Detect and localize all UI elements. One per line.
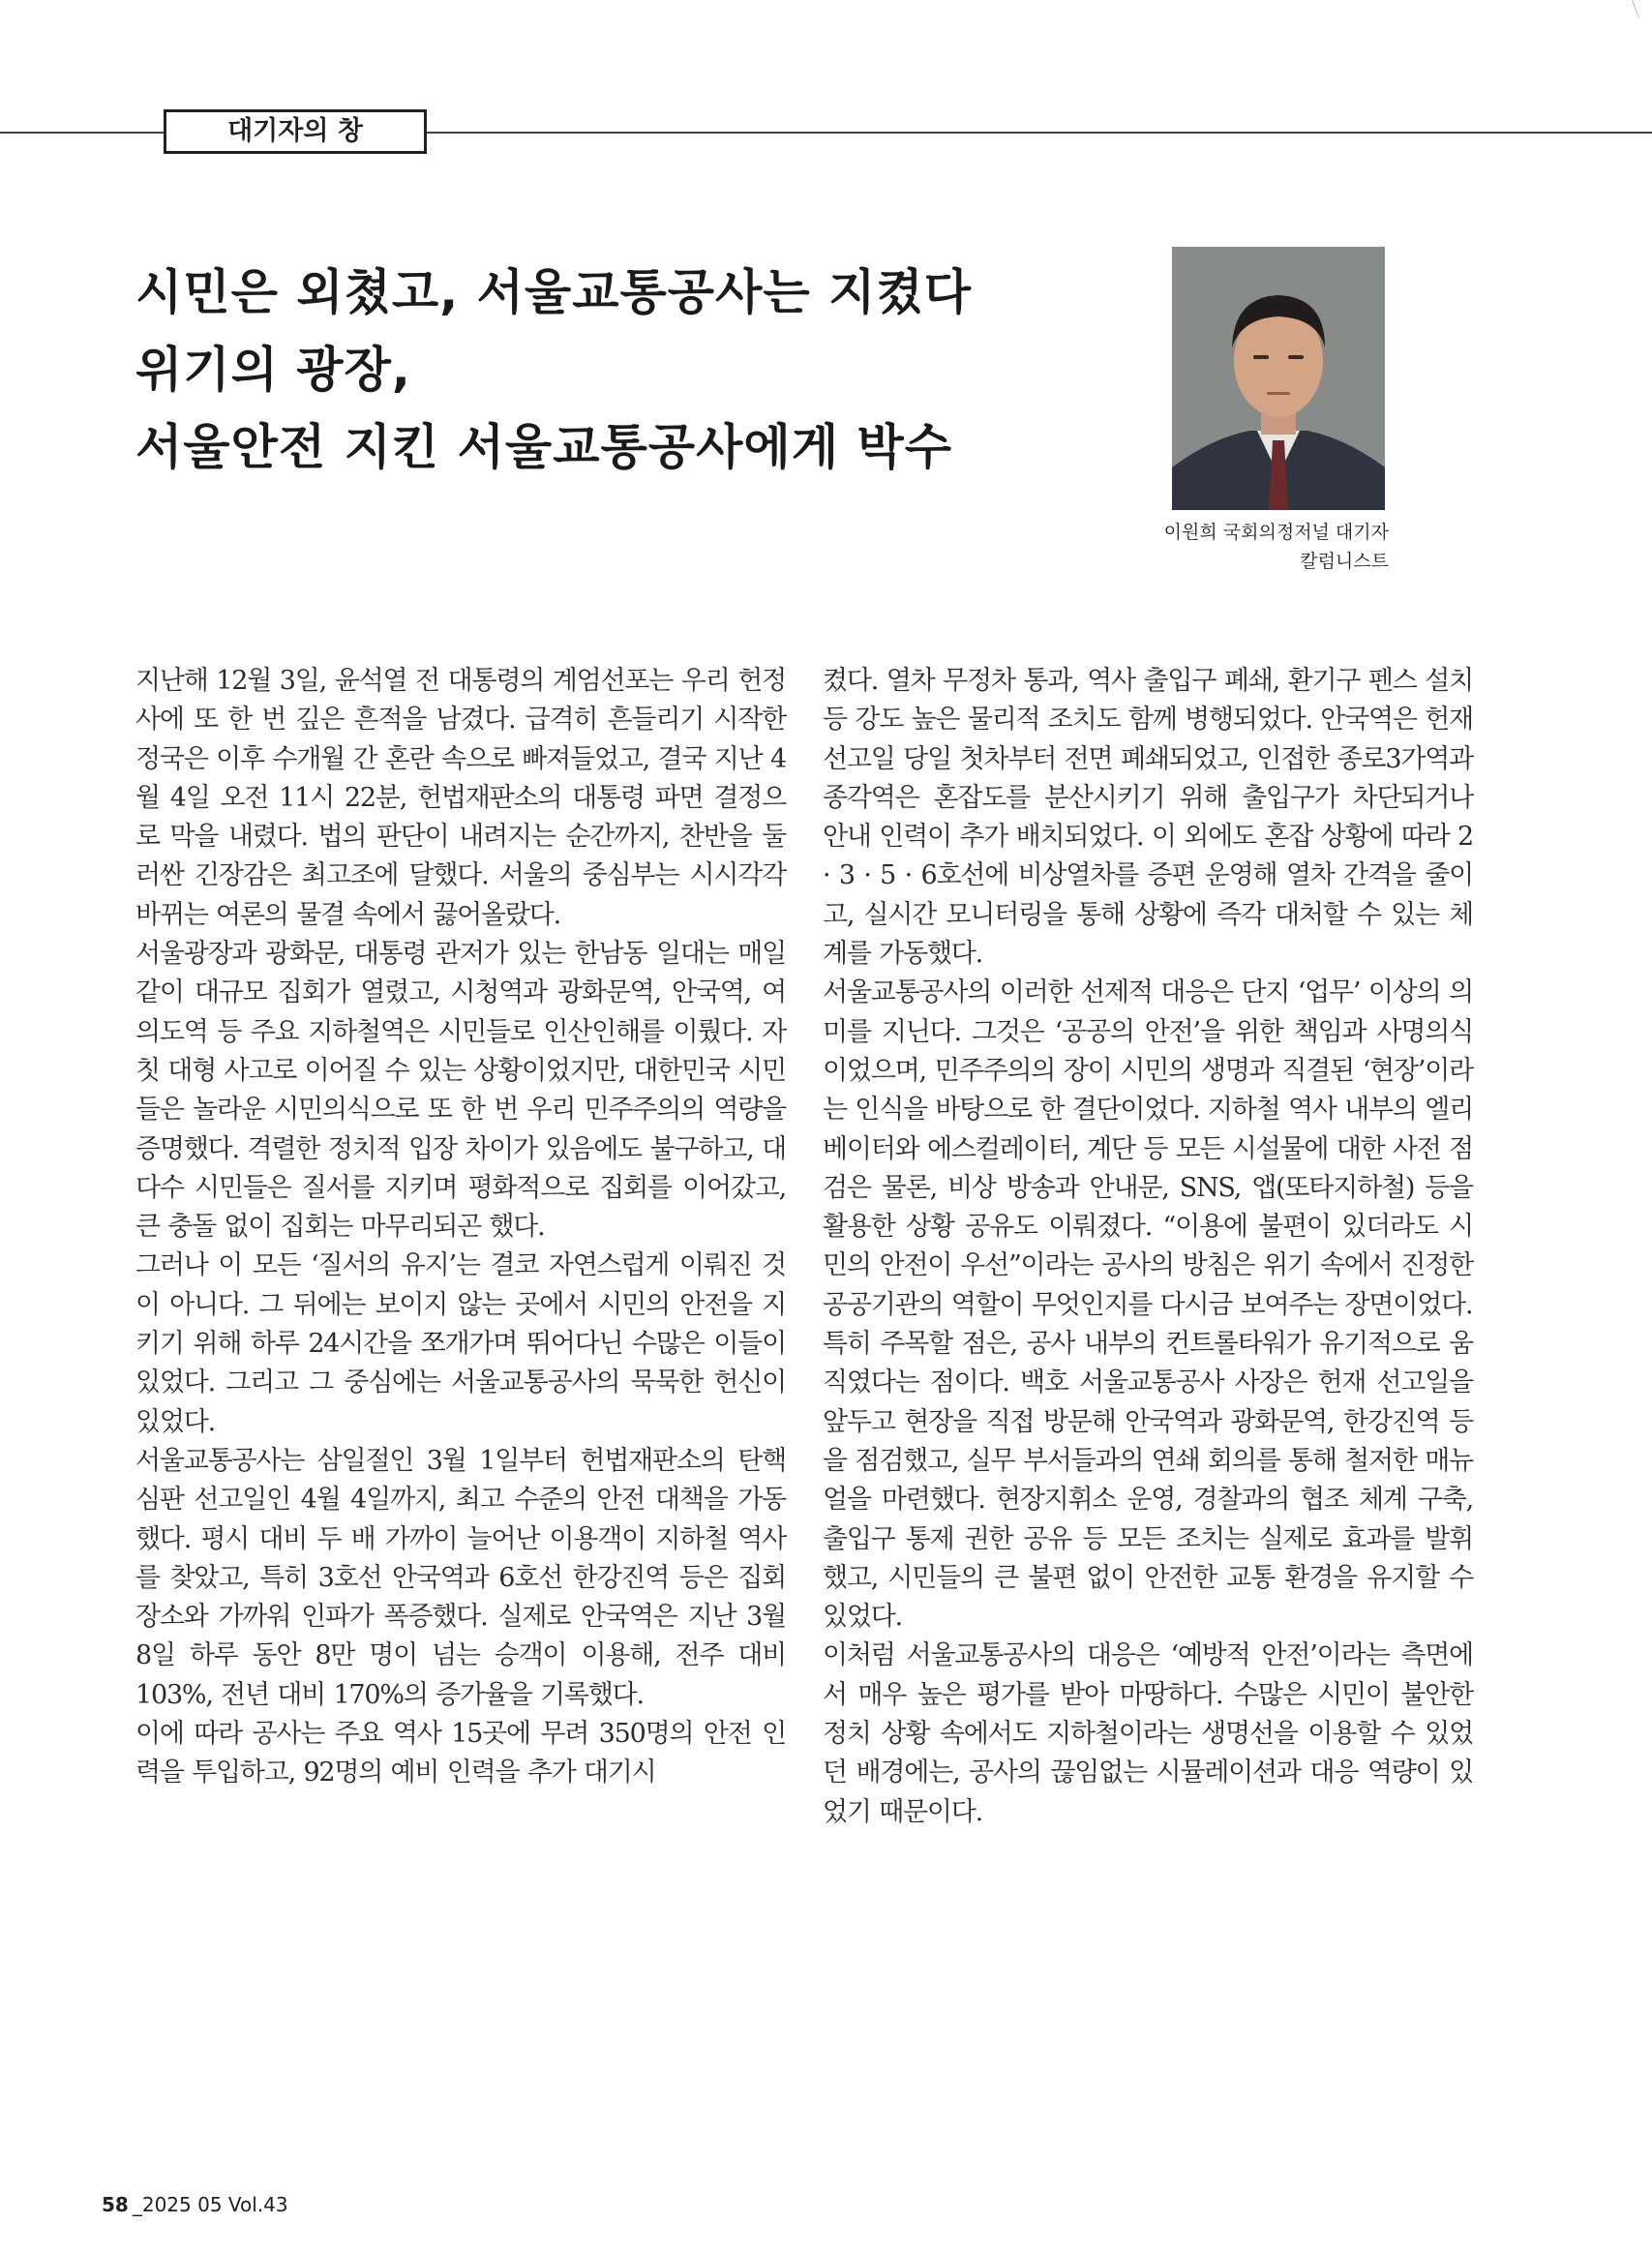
headline	[135, 254, 1113, 486]
headline-line: 위기의 광장,	[135, 342, 411, 398]
body-paragraph: 켰다. 열차 무정차 통과, 역사 출입구 폐쇄, 환기구 펜스 설치 등 강도 높은 물리적 조치도 함께 병행되었다. 안국역은 헌재 선고일 당일 첫차부터 전면 폐쇄되었고, 인접한 종로3가역과 종각역은 혼잡도를 분산시키기 위해 출입구가 차단되거나 안내 인력이 추가 배치되었다. 이 외에도 혼잡 상황에 따라 2 · 3 · 5 · 6호선에 비상열차를 증편 운영해 열차 간격을 줄이고, 실시간 모니터링을 통해 상황에 즉각 대처할 수 있는 체계를 가동했다.	[823, 666, 1473, 970]
body-paragraph: 지난해 12월 3일, 윤석열 전 대통령의 계엄선포는 우리 헌정사에 또 한 번 깊은 흔적을 남겼다. 급격히 흔들리기 시작한 정국은 이후 수개월 간 혼란 속으로 빠져들었고, 결국 지난 4월 4일 오전 11시 22분, 헌법재판소의 대통령 파면 결정으로 막을 내렸다. 법의 판단이 내려지는 순간까지, 찬반을 둘러싼 긴장감은 최고조에 달했다. 서울의 중심부는 시시각각 바뀌는 여론의 물결 속에서 끓어올랐다.	[135, 666, 786, 930]
body-paragraph: 이처럼 서울교통공사의 대응은 ‘예방적 안전’이라는 측면에서 매우 높은 평가를 받아 마땅하다. 수많은 시민이 불안한 정치 상황 속에서도 지하철이라는 생명선을 이용할 수 있었던 배경에는, 공사의 끊임없는 시뮬레이션과 대응 역량이 있었기 때문이다.	[823, 1640, 1473, 1827]
author-caption	[1094, 518, 1389, 576]
headline-line: 서울안전 지킨 서울교통공사에게 박수	[135, 419, 953, 475]
page-footer	[102, 2193, 288, 2216]
page-number: 58	[102, 2193, 129, 2216]
body-paragraph: 이에 따라 공사는 주요 역사 15곳에 무려 350명의 안전 인력을 투입하고, 92명의 예비 인력을 추가 대기시	[135, 1719, 786, 1788]
author-portrait-icon	[1172, 247, 1385, 510]
body-paragraph: 서울교통공사의 이러한 선제적 대응은 단지 ‘업무’ 이상의 의미를 지닌다. 그것은 ‘공공의 안전’을 위한 책임과 사명의식이었으며, 민주주의의 장이 시민의 생명과 직결된 ‘현장’이라는 인식을 바탕으로 한 결단이었다. 지하철 역사 내부의 엘리베이터와 에스컬레이터, 계단 등 모든 시설물에 대한 사전 점검은 물론, 비상 방송과 안내문, SNS, 앱(또타지하철) 등을 활용한 상황 공유도 이뤄졌다. “이용에 불편이 있더라도 시민의 안전이 우선”이라는 공사의 방침은 위기 속에서 진정한 공공기관의 역할이 무엇인지를 다시금 보여주는 장면이었다.	[823, 977, 1473, 1320]
body-paragraph: 특히 주목할 점은, 공사 내부의 컨트롤타워가 유기적으로 움직였다는 점이다. 백호 서울교통공사 사장은 헌재 선고일을 앞두고 현장을 직접 방문해 안국역과 광화문역, 한강진역 등을 점검했고, 실무 부서들과의 연쇄 회의를 통해 철저한 매뉴얼을 마련했다. 현장지휘소 운영, 경찰과의 협조 체계 구축, 출입구 통제 권한 공유 등 모든 조치는 실제로 효과를 발휘했고, 시민들의 큰 불편 없이 안전한 교통 환경을 유지할 수 있었다.	[823, 1329, 1473, 1633]
section-label: 대기자의 창	[164, 109, 427, 154]
body-paragraph: 서울광장과 광화문, 대통령 관저가 있는 한남동 일대는 매일같이 대규모 집회가 열렸고, 시청역과 광화문역, 안국역, 여의도역 등 주요 지하철역은 시민들로 인산인해를 이뤘다. 자칫 대형 사고로 이어질 수 있는 상황이었지만, 대한민국 시민들은 놀라운 시민의식으로 또 한 번 우리 민주주의의 역량을 증명했다. 격렬한 정치적 입장 차이가 있음에도 불구하고, 대다수 시민들은 질서를 지키며 평화적으로 집회를 이어갔고, 큰 충돌 없이 집회는 마무리되곤 했다.	[135, 939, 786, 1243]
headline-line: 시민은 외쳤고, 서울교통공사는 지켰다	[135, 264, 973, 320]
author-title: 칼럼니스트	[1300, 551, 1389, 572]
issue-info: _2025 05 Vol.43	[132, 2193, 288, 2216]
corner-mark	[1632, 0, 1652, 18]
author-name: 이원희 국회의정저널 대기자	[1163, 522, 1389, 543]
body-column-left	[135, 662, 786, 1793]
body-paragraph: 서울교통공사는 삼일절인 3월 1일부터 헌법재판소의 탄핵 심판 선고일인 4월 4일까지, 최고 수준의 안전 대책을 가동했다. 평시 대비 두 배 가까이 늘어난 이용객이 지하철 역사를 찾았고, 특히 3호선 안국역과 6호선 한강진역 등은 집회 장소와 가까워 인파가 폭증했다. 실제로 안국역은 지난 3월 8일 하루 동안 8만 명이 넘는 승객이 이용해, 전주 대비 103%, 전년 대비 170%의 증가율을 기록했다.	[135, 1445, 786, 1710]
author-photo	[1172, 247, 1385, 510]
body-paragraph: 그러나 이 모든 ‘질서의 유지’는 결코 자연스럽게 이뤄진 것이 아니다. 그 뒤에는 보이지 않는 곳에서 시민의 안전을 지키기 위해 하루 24시간을 쪼개가며 뛰어다닌 수많은 이들이 있었다. 그리고 그 중심에는 서울교통공사의 묵묵한 헌신이 있었다.	[135, 1250, 786, 1437]
body-column-right	[823, 662, 1473, 1832]
